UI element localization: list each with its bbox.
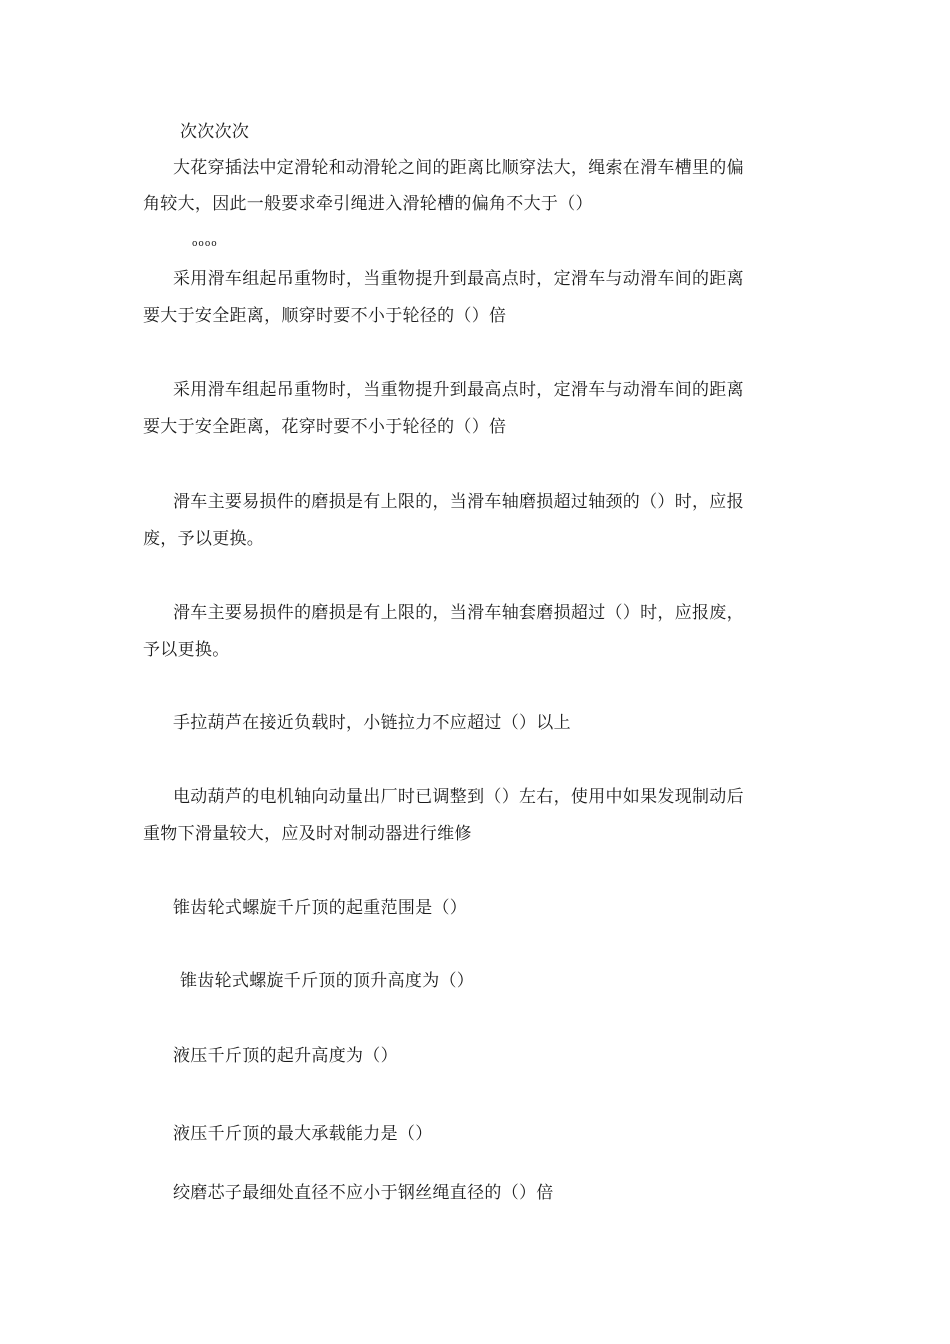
question-5-line-2: 予以更换。 [143,640,230,660]
question-8-line-1: 锥齿轮式螺旋千斤顶的起重范围是（） [173,898,468,918]
question-9-line-1: 锥齿轮式螺旋千斤顶的顶升高度为（） [180,971,475,991]
heading-text: 次次次次 [180,122,250,142]
question-1-line-3: oooo [192,239,218,249]
question-7-line-2: 重物下滑量较大，应及时对制动器进行维修 [143,824,472,844]
question-11-line-1: 液压千斤顶的最大承载能力是（） [173,1124,433,1144]
question-1-line-2: 角较大，因此一般要求牵引绳进入滑轮槽的偏角不大于（） [143,194,593,214]
question-4-line-1: 滑车主要易损件的磨损是有上限的，当滑车轴磨损超过轴颈的（）时，应报 [173,492,744,512]
question-5-line-1: 滑车主要易损件的磨损是有上限的，当滑车轴套磨损超过（）时，应报废， [173,603,744,623]
question-6-line-1: 手拉葫芦在接近负载时，小链拉力不应超过（）以上 [173,713,571,733]
question-3-line-2: 要大于安全距离，花穿时要不小于轮径的（）倍 [143,417,507,437]
question-2-line-1: 采用滑车组起吊重物时，当重物提升到最高点时，定滑车与动滑车间的距离 [173,269,744,289]
question-7-line-1: 电动葫芦的电机轴向动量出厂时已调整到（）左右，使用中如果发现制动后 [173,787,744,807]
question-10-line-1: 液压千斤顶的起升高度为（） [173,1046,398,1066]
question-1-line-1: 大花穿插法中定滑轮和动滑轮之间的距离比顺穿法大，绳索在滑车槽里的偏 [173,158,744,178]
question-4-line-2: 废，予以更换。 [143,529,265,549]
question-3-line-1: 采用滑车组起吊重物时，当重物提升到最高点时，定滑车与动滑车间的距离 [173,380,744,400]
question-2-line-2: 要大于安全距离，顺穿时要不小于轮径的（）倍 [143,306,507,326]
question-12-line-1: 绞磨芯子最细处直径不应小于钢丝绳直径的（）倍 [173,1183,554,1203]
